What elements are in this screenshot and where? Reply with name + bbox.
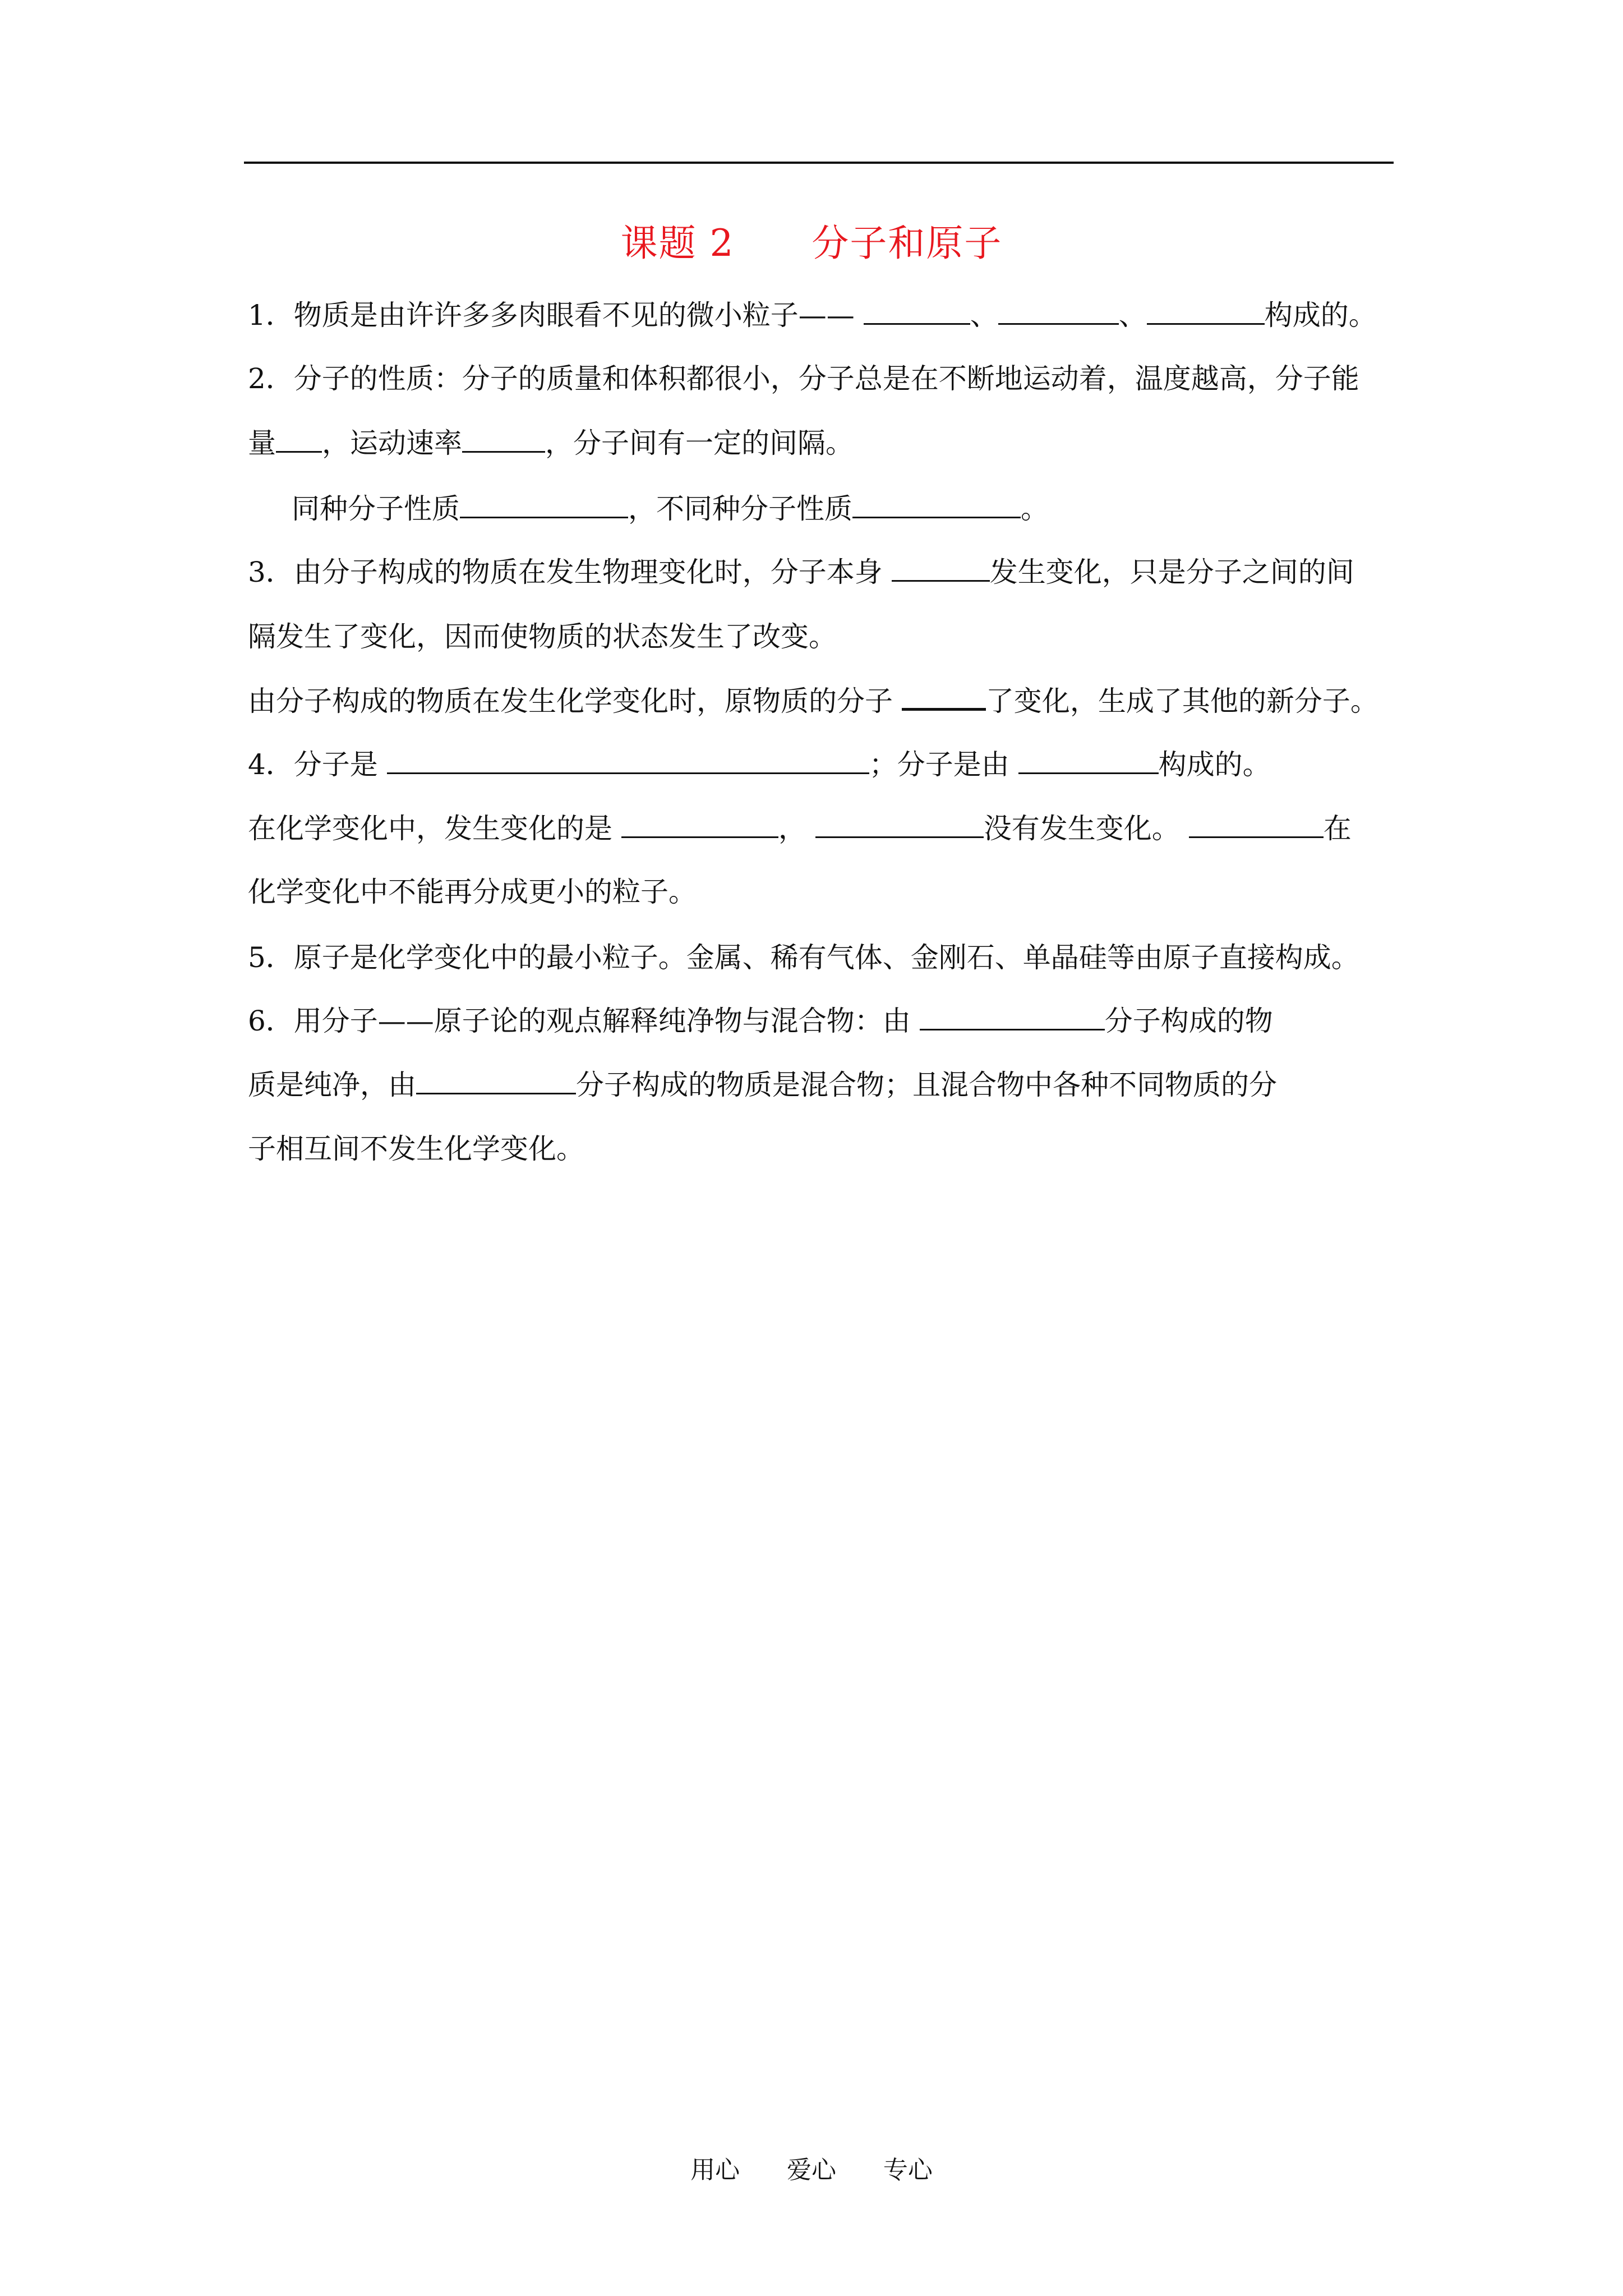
blank[interactable]: [462, 426, 545, 453]
blank[interactable]: [920, 1004, 1105, 1030]
header-rule: [244, 162, 1394, 164]
blank[interactable]: [416, 1068, 576, 1094]
blank[interactable]: [815, 812, 984, 838]
question-2-line-1: 2．分子的性质：分子的质量和体积都很小，分子总是在不断地运动着，温度越高，分子能: [248, 362, 1359, 395]
question-2-line-3: 同种分子性质 ，不同种分子性质 。: [292, 493, 1049, 525]
question-3-line-3: 由分子构成的物质在发生化学变化时，原物质的分子 了变化，生成了其他的新分子。: [248, 683, 1378, 718]
blank[interactable]: [621, 812, 778, 838]
blank[interactable]: [892, 555, 990, 582]
question-6-line-3: 子相互间不发生化学变化。: [248, 1133, 584, 1165]
blank[interactable]: [998, 298, 1119, 325]
question-6-line-2: 质是纯净，由 分子构成的物质是混合物；且混合物中各种不同物质的分: [248, 1069, 1277, 1101]
question-4-line-3: 化学变化中不能再分成更小的粒子。: [248, 876, 697, 908]
question-4-line-2: 在化学变化中，发生变化的是 ， 没有发生变化。 在: [248, 812, 1352, 845]
question-6-line-1: 6．用分子——原子论的观点解释纯净物与混合物：由 分子构成的物: [248, 1005, 1273, 1037]
blank[interactable]: [387, 748, 869, 774]
blank[interactable]: [852, 492, 1021, 518]
blank[interactable]: [276, 426, 322, 453]
blank[interactable]: [1018, 748, 1159, 774]
question-3-line-1: 3．由分子构成的物质在发生物理变化时，分子本身 发生变化，只是分子之间的间: [248, 556, 1354, 588]
question-4-line-1: 4．分子是 ；分子是由 构成的。: [248, 748, 1271, 781]
question-2-line-2: 量 ，运动速率 ，分子间有一定的间隔。: [248, 427, 854, 459]
blank[interactable]: [460, 492, 628, 518]
blank[interactable]: [1189, 812, 1324, 838]
blank[interactable]: [902, 683, 986, 711]
question-5: 5．原子是化学变化中的最小粒子。金属、稀有气体、金刚石、单晶硅等由原子直接构成。: [248, 941, 1359, 974]
page-title: 课题 2 分子和原子: [620, 222, 1003, 265]
blank[interactable]: [1147, 298, 1265, 325]
question-3-line-2: 隔发生了变化，因而使物质的状态发生了改变。: [248, 620, 837, 653]
page-footer: 用心 爱心 专心: [690, 2156, 933, 2184]
question-1: 1．物质是由许许多多肉眼看不见的微小粒子—— 、 、 构成的。: [248, 299, 1377, 332]
blank[interactable]: [864, 298, 970, 325]
